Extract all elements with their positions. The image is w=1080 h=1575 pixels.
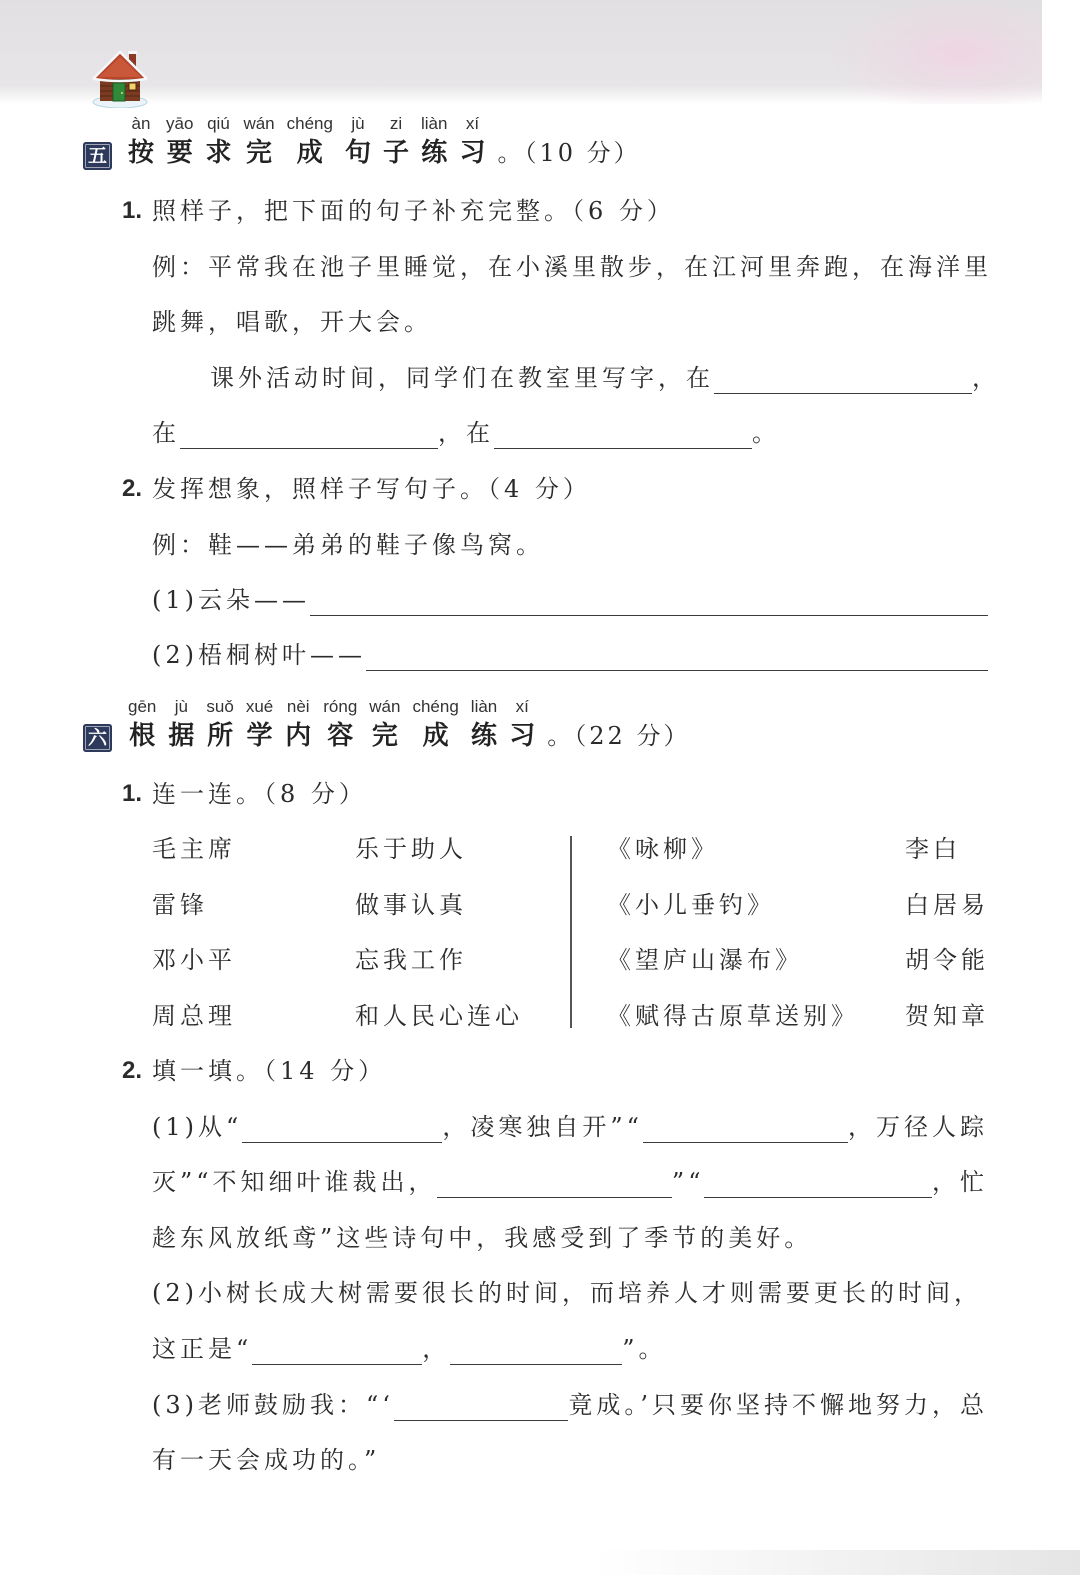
- person-name: 雷锋: [152, 890, 208, 919]
- body-text: 趁东风放纸鸢”这些诗句中，我感受到了季节的美好。: [152, 1224, 813, 1252]
- answer-blank: [252, 1333, 422, 1365]
- answer-blank: [242, 1111, 442, 1143]
- pinyin: liàn: [470, 697, 498, 716]
- heading-char: 成: [296, 138, 323, 168]
- heading-char: 要: [166, 138, 193, 168]
- heading-char: 句: [344, 138, 371, 168]
- fill-text: ，凌寒独自开”“: [442, 1113, 643, 1141]
- poet-name: 李白: [905, 835, 961, 863]
- question-text: 填一填。（14 分）: [152, 1057, 387, 1085]
- question-number: 1.: [122, 780, 143, 807]
- heading-char: 学: [246, 721, 273, 751]
- poem-title: 《望庐山瀑布》: [607, 946, 803, 974]
- pinyin: róng: [323, 697, 358, 716]
- heading-char: 根: [129, 721, 156, 751]
- poet-name: 白居易: [905, 890, 989, 919]
- poem-title: 《小儿垂钓》: [607, 890, 775, 919]
- question-number: 1.: [122, 197, 143, 224]
- question-number: 2.: [122, 475, 143, 502]
- section-six-badge: 六: [83, 724, 112, 752]
- fill-text: ，忙: [932, 1168, 988, 1196]
- fill-line: [152, 416, 812, 450]
- heading-char-group: [421, 113, 447, 171]
- body-text: 有一天会成功的。”: [152, 1446, 381, 1474]
- answer-blank: [437, 1166, 672, 1198]
- question-title: [122, 1054, 386, 1088]
- heading-char: 据: [168, 721, 195, 751]
- fill-text: (1)从“: [152, 1113, 243, 1141]
- question-text: 照样子，把下面的句子补充完整。（6 分）: [152, 197, 675, 225]
- answer-blank: [394, 1389, 568, 1421]
- fill-line: [210, 361, 1005, 395]
- fill-line: [152, 1110, 988, 1144]
- heading-char: 按: [128, 138, 155, 168]
- fill-line: [152, 1165, 988, 1199]
- person-name: 周总理: [152, 1001, 236, 1030]
- example-text: 跳舞，唱歌，开大会。: [152, 308, 432, 336]
- text-line: [152, 1276, 982, 1310]
- heading-char-group: [471, 696, 497, 754]
- poet-name: 贺知章: [905, 1001, 989, 1030]
- text-line: [152, 1221, 812, 1255]
- person-trait: 忘我工作: [355, 946, 467, 974]
- heading-char-group: [166, 113, 193, 171]
- poet-name: 胡令能: [905, 946, 989, 974]
- fill-text: ，: [972, 364, 1000, 392]
- matching-table: [152, 832, 1005, 1054]
- heading-char-group: [285, 696, 311, 754]
- pinyin: jù: [351, 114, 365, 133]
- fill-text: ，: [422, 1335, 451, 1363]
- fill-text: (2)梧桐树叶——: [152, 641, 366, 669]
- heading-char: 完: [371, 721, 398, 751]
- question-number: 2.: [122, 1057, 143, 1084]
- heading-char-group: [383, 113, 409, 171]
- question-text: 发挥想象，照样子写句子。（4 分）: [152, 475, 591, 503]
- example-line: [152, 528, 544, 562]
- pinyin: zi: [389, 114, 403, 133]
- example-text: 例：平常我在池子里睡觉，在小溪里散步，在江河里奔跑，在海洋里: [152, 253, 992, 281]
- fill-text: ，在: [438, 419, 494, 447]
- fill-text: 在: [152, 419, 180, 447]
- heading-char-group: [509, 696, 535, 754]
- question-title: [122, 777, 367, 811]
- pinyin: liàn: [421, 114, 448, 133]
- answer-blank: [180, 417, 438, 449]
- fill-text: (3)老师鼓励我：“‘: [152, 1391, 394, 1419]
- fill-text: 这正是“: [152, 1335, 253, 1363]
- pinyin: chéng: [286, 114, 333, 133]
- pinyin: nèi: [286, 697, 310, 716]
- fill-text: (1)云朵——: [152, 586, 310, 614]
- section-five-badge: 五: [83, 142, 112, 170]
- heading-char: 求: [205, 138, 232, 168]
- poem-title: 《咏柳》: [607, 835, 719, 863]
- fill-text: 课外活动时间，同学们在教室里写字，在: [210, 364, 714, 392]
- fill-line: [152, 1332, 712, 1366]
- heading-char: 练: [471, 721, 498, 751]
- fill-line: [152, 583, 988, 617]
- heading-char-group: [168, 696, 194, 754]
- answer-blank: [450, 1333, 622, 1365]
- pinyin: qiú: [207, 114, 230, 133]
- example-text: 例：鞋——弟弟的鞋子像鸟窝。: [152, 531, 544, 559]
- answer-blank: [494, 417, 752, 449]
- example-line: [152, 250, 992, 284]
- heading-char: 练: [421, 138, 448, 168]
- heading-char-group: [369, 696, 400, 754]
- pinyin: xí: [465, 114, 480, 133]
- person-trait: 做事认真: [355, 890, 467, 919]
- pinyin: xué: [245, 697, 274, 716]
- heading-char: 完: [246, 138, 273, 168]
- heading-char-group: [128, 113, 154, 171]
- pinyin: wán: [369, 697, 401, 716]
- fill-text: 灭”“不知细叶谁裁出，: [152, 1168, 437, 1196]
- answer-blank: [704, 1166, 932, 1198]
- column-divider: [570, 836, 572, 1028]
- person-trait: 和人民心连心: [355, 1001, 523, 1030]
- person-trait: 乐于助人: [355, 835, 467, 863]
- pinyin: wán: [243, 114, 275, 133]
- question-text: 连一连。（8 分）: [152, 780, 367, 808]
- section-five-score: 。（10 分）: [497, 139, 641, 167]
- text-line: [152, 1443, 380, 1477]
- body-text: (2)小树长成大树需要很长的时间，而培养人才则需要更长的时间，: [152, 1279, 982, 1307]
- fill-text: ”。: [622, 1335, 667, 1363]
- answer-blank: [643, 1111, 848, 1143]
- pinyin: xí: [515, 697, 529, 716]
- section-six-score: 。（22 分）: [547, 722, 691, 750]
- person-name: 邓小平: [152, 946, 236, 974]
- heading-char-group: [205, 113, 231, 171]
- heading-char-group: [128, 696, 156, 754]
- fill-text: ”“: [671, 1168, 705, 1196]
- footer-band: [0, 1550, 1080, 1575]
- heading-char-group: [206, 696, 233, 754]
- heading-char-group: [246, 696, 273, 754]
- answer-blank: [310, 584, 988, 616]
- heading-char-group: [412, 696, 458, 754]
- heading-char: 容: [327, 721, 354, 751]
- answer-blank: [714, 362, 972, 394]
- fill-text: 。: [752, 419, 780, 447]
- fill-text: 竟成。’只要你坚持不懈地努力，总: [568, 1391, 988, 1419]
- heading-char: 子: [382, 138, 409, 168]
- question-title: [122, 194, 675, 228]
- fill-text: ，万径人踪: [848, 1113, 988, 1141]
- question-title: [122, 472, 591, 506]
- answer-blank: [366, 639, 988, 671]
- pinyin: jù: [174, 697, 188, 716]
- pinyin: gēn: [128, 697, 157, 716]
- pinyin: yāo: [166, 114, 194, 133]
- heading-char: 所: [207, 721, 234, 751]
- heading-char-group: [287, 113, 333, 171]
- heading-char-group: [459, 113, 485, 171]
- heading-char-group: [243, 113, 274, 171]
- cabin-icon: [91, 46, 149, 108]
- example-line: [152, 305, 432, 339]
- pinyin: àn: [131, 114, 151, 133]
- person-name: 毛主席: [152, 835, 236, 863]
- poem-title: 《赋得古原草送别》: [607, 1001, 859, 1030]
- pinyin: chéng: [412, 697, 459, 716]
- heading-char-group: [345, 113, 371, 171]
- header-band: [0, 0, 1042, 104]
- section-five-heading: [128, 113, 641, 171]
- heading-char-group: [323, 696, 357, 754]
- heading-char: 成: [422, 721, 449, 751]
- pinyin: suǒ: [206, 697, 234, 716]
- heading-char: 习: [459, 138, 486, 168]
- fill-line: [152, 1388, 988, 1422]
- heading-char: 习: [509, 721, 536, 751]
- heading-char: 内: [285, 721, 312, 751]
- fill-line: [152, 638, 988, 672]
- section-six-heading: [128, 696, 690, 754]
